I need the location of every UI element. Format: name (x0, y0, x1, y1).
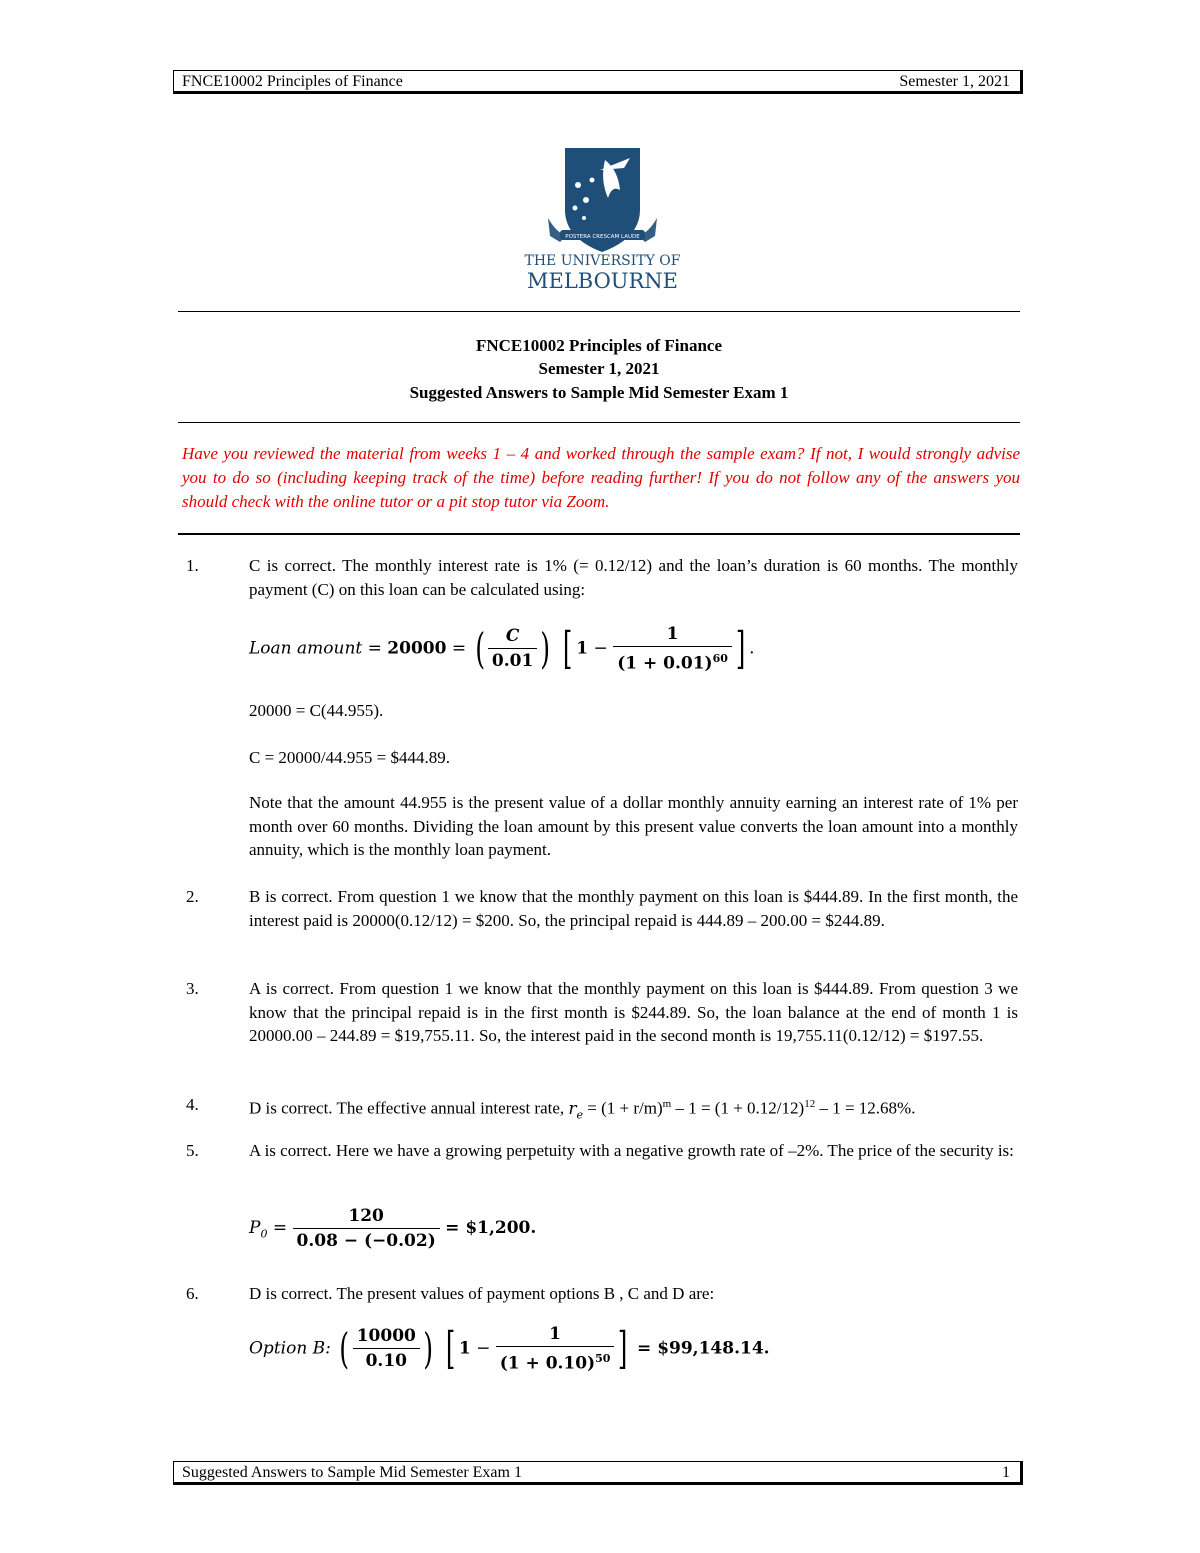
eq-frac-den: (1 + 0.01) (617, 653, 713, 674)
answer-4-re-sub: e (576, 1108, 584, 1122)
question-number: 4. (186, 1095, 199, 1114)
divider (178, 311, 1020, 312)
page-number: 1 (1002, 1464, 1010, 1481)
question-number: 6. (186, 1284, 199, 1303)
answer-4-re: r (568, 1098, 577, 1119)
eq-frac-num: C (488, 624, 537, 649)
title-course: FNCE10002 Principles of Finance (475, 336, 722, 355)
eq-minus: − (593, 638, 608, 659)
eq-frac-num: 1 (613, 622, 732, 647)
answer-5-text: A is correct. Here we have a growing perpetuity with a negative growth rate of –2%. The price of the security is: (249, 1141, 1014, 1160)
eq-lhs: P (249, 1218, 261, 1238)
page-header (173, 70, 1023, 94)
answer-4-part: – 1 = (1 + 0.12/12) (671, 1098, 805, 1118)
eq-sign: = (367, 638, 382, 659)
answer-4-text (249, 1093, 915, 1126)
answer-1-text: C is correct. The monthly interest rate is 1% (= 0.12/12) and the loan’s duration is 60 months. The monthly payment (C) on this loan can be calculated using: (249, 556, 1018, 599)
divider (178, 533, 1020, 535)
header-semester: Semester 1, 2021 (899, 73, 1010, 90)
crest-motto: POSTERA CRESCAM LAUDE (565, 234, 640, 240)
answer-4-sup: m (662, 1098, 672, 1110)
eq-frac-den: 0.08 − (−0.02) (296, 1231, 436, 1251)
eq-fraction (613, 622, 732, 676)
eq-lhs: Option B: (249, 1338, 331, 1359)
answer-3-text: A is correct. From question 1 we know that the monthly payment on this loan is $444.89. From question 3 we know that the principal repaid is in the first month is $244.89. So, the loan balance at the end of month 1 is 20000.00 – 244.89 = $19,755.11. So, the interest paid in the second month is 19,755.11(0.12/12) = $197.55. (249, 979, 1018, 1045)
eq-fraction (353, 1324, 420, 1373)
eq-result: = $1,200. (445, 1218, 537, 1238)
title-document: Suggested Answers to Sample Mid Semester Exam 1 (409, 383, 789, 402)
eq-frac-num: 1 (496, 1322, 615, 1347)
eq-fraction (496, 1322, 615, 1376)
eq-frac-den: 0.10 (365, 1351, 407, 1372)
eq-sign: = (272, 1218, 288, 1238)
eq-amount: 20000 (387, 638, 447, 659)
perpetuity-equation (249, 1204, 536, 1253)
option-b-equation: Option B: ( $\frac{10000}{0.10}$ ) [ 1 − $\frac{1}{(1 + 0.10)^{50}}$ ] = $99,148.14. (249, 1322, 770, 1374)
page-footer (173, 1461, 1023, 1485)
answer-2-text: B is correct. From question 1 we know that the monthly payment on this loan is $444.89. In the first month, the interest paid is 20000(0.12/12) = $200. So, the principal repaid is 444.89 – 200.00 = $244.89. (249, 887, 1018, 930)
eq-exponent: 60 (712, 652, 728, 665)
answer-4-sup: 12 (804, 1098, 816, 1110)
eq-sub: 0 (260, 1227, 268, 1241)
answer-1-step2: C = 20000/44.955 = $444.89. (249, 748, 450, 767)
eq-one: 1 (576, 638, 589, 659)
eq-frac-den: (1 + 0.10) (499, 1353, 596, 1374)
divider (178, 422, 1020, 423)
eq-result: = $99,148.14. (637, 1338, 770, 1359)
university-crest-icon (520, 140, 685, 295)
answer-4-part: – 1 = 12.68%. (815, 1098, 916, 1118)
footer-title: Suggested Answers to Sample Mid Semester Exam 1 (182, 1464, 522, 1481)
answer-1-step1: 20000 = C(44.955). (249, 701, 384, 720)
answer-4-part: D is correct. The effective annual interest rate, (249, 1098, 569, 1118)
eq-sign: = (451, 638, 467, 659)
answer-1-note: Note that the amount 44.955 is the present value of a dollar monthly annuity earning an interest rate of 1% per month over 60 months. Dividing the loan amount by this present value converts the loan amount into a monthly annuity, which is the monthly loan payment. (249, 793, 1018, 859)
question-number: 2. (186, 887, 199, 906)
logo-line1: THE UNIVERSITY OF (524, 253, 681, 269)
logo-line2: MELBOURNE (526, 269, 679, 293)
header-course: FNCE10002 Principles of Finance (182, 73, 403, 90)
question-number: 3. (186, 979, 199, 998)
eq-frac-num: 120 (293, 1204, 440, 1229)
eq-minus: − (476, 1338, 491, 1359)
eq-frac-num: 10000 (353, 1324, 420, 1349)
title-semester: Semester 1, 2021 (538, 359, 660, 378)
eq-end: . (749, 638, 755, 659)
answer-6-text: D is correct. The present values of payment options B , C and D are: (249, 1284, 715, 1303)
question-number: 1. (186, 556, 199, 575)
question-number: 5. (186, 1141, 199, 1160)
eq-exponent: 50 (595, 1352, 611, 1365)
eq-one: 1 (458, 1338, 471, 1359)
answer-4-part: = (1 + r/m) (583, 1098, 663, 1118)
eq-fraction (293, 1204, 440, 1253)
eq-lhs: Loan amount (249, 638, 363, 659)
eq-fraction (488, 624, 537, 673)
eq-frac-den: 0.01 (491, 651, 534, 672)
loan-amount-equation: Loan amount = 20000 = ( $\frac{C}{0.01}$ ) [ 1 − $\frac{1}{(1 + 0.01)^{60}}$ ] . (249, 622, 755, 674)
advice-notice: Have you reviewed the material from weeks 1 – 4 and worked through the sample exam? If not, I would strongly advise you to do so (including keeping track of the time) before reading further! If you do not follow any of the answers you should check with the online tutor or a pit stop tutor via Zoom. (182, 444, 1020, 511)
